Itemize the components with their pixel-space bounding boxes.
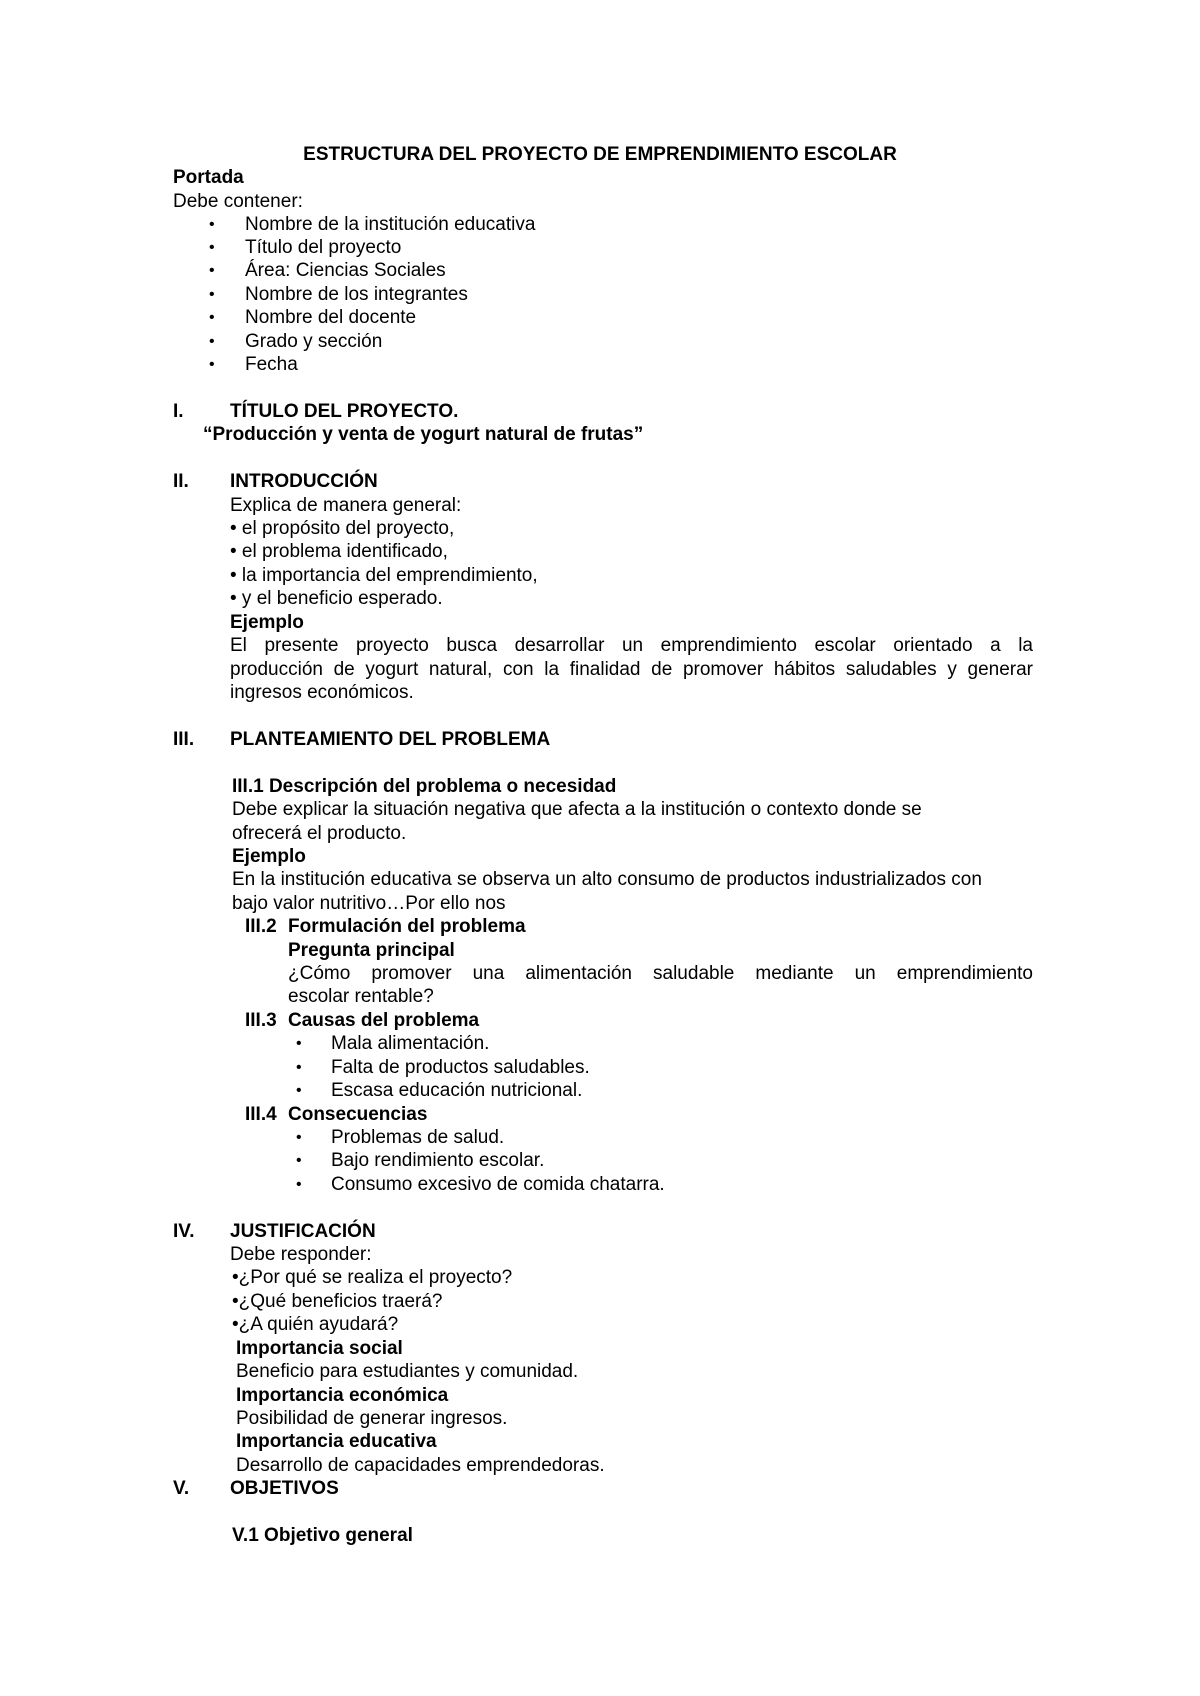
portada-heading: Portada (173, 167, 244, 188)
list-item: •¿Por qué se realiza el proyecto? (232, 1267, 513, 1288)
bullet-icon: • (209, 262, 215, 279)
bullet-icon: • (296, 1059, 302, 1076)
list-item: Nombre de los integrantes (245, 284, 468, 305)
bullet-icon: • (296, 1152, 302, 1169)
question-label: Pregunta principal (288, 940, 455, 961)
portada-intro: Debe contener: (173, 191, 303, 212)
bullet-icon: • (296, 1176, 302, 1193)
list-item: Mala alimentación. (331, 1033, 490, 1054)
list-item: Grado y sección (245, 331, 383, 352)
section-number: I. (173, 401, 184, 422)
example-label: Ejemplo (230, 612, 304, 633)
bullet-icon: • (209, 216, 215, 233)
subsection-heading: III.1 Descripción del problema o necesidad (232, 776, 617, 797)
section-number: V. (173, 1478, 190, 1499)
section-number: IV. (173, 1221, 195, 1242)
bullet-icon: • (209, 309, 215, 326)
importance-text: Desarrollo de capacidades emprendedoras. (236, 1455, 605, 1476)
list-item: Título del proyecto (245, 237, 402, 258)
section-heading-introduccion: INTRODUCCIÓN (230, 471, 378, 492)
list-item: Fecha (245, 354, 298, 375)
bullet-icon: • (296, 1082, 302, 1099)
subsection-number: III.2 (245, 916, 277, 937)
example-text-line: producción de yogurt natural, con la finalidad de promover hábitos saludables y generar (230, 659, 1033, 680)
section-heading-objetivos: OBJETIVOS (230, 1478, 339, 1499)
bullet-icon: • (209, 239, 215, 256)
list-item: Bajo rendimiento escolar. (331, 1150, 545, 1171)
subsection-number: III.4 (245, 1104, 277, 1125)
section-heading-planteamiento: PLANTEAMIENTO DEL PROBLEMA (230, 729, 551, 750)
justificacion-intro: Debe responder: (230, 1244, 372, 1265)
subsection-heading: Formulación del problema (288, 916, 526, 937)
list-item: •¿Qué beneficios traerá? (232, 1291, 443, 1312)
list-item: • el propósito del proyecto, (230, 518, 455, 539)
list-item: Nombre de la institución educativa (245, 214, 536, 235)
section-number: III. (173, 729, 195, 750)
document-title: ESTRUCTURA DEL PROYECTO DE EMPRENDIMIENTO ESCOLAR (303, 144, 897, 165)
section-number: II. (173, 471, 189, 492)
subsection-heading: Consecuencias (288, 1104, 428, 1125)
example-label: Ejemplo (232, 846, 306, 867)
importance-label: Importancia social (236, 1338, 403, 1359)
subsection-heading: Causas del problema (288, 1010, 480, 1031)
list-item: Consumo excesivo de comida chatarra. (331, 1174, 665, 1195)
importance-text: Posibilidad de generar ingresos. (236, 1408, 508, 1429)
list-item: •¿A quién ayudará? (232, 1314, 399, 1335)
importance-text: Beneficio para estudiantes y comunidad. (236, 1361, 579, 1382)
example-text-line: El presente proyecto busca desarrollar un emprendimiento escolar orientado a la (230, 635, 1033, 656)
importance-label: Importancia educativa (236, 1431, 437, 1452)
list-item: • el problema identificado, (230, 541, 448, 562)
question-text-line: ¿Cómo promover una alimentación saludable mediante un emprendimiento (288, 963, 1033, 984)
paragraph-line: ofrecerá el producto. (232, 823, 407, 844)
bullet-icon: • (209, 286, 215, 303)
bullet-icon: • (209, 333, 215, 350)
subsection-number: III.3 (245, 1010, 277, 1031)
list-item: Escasa educación nutricional. (331, 1080, 583, 1101)
bullet-icon: • (296, 1035, 302, 1052)
list-item: Falta de productos saludables. (331, 1057, 590, 1078)
section-heading-justificacion: JUSTIFICACIÓN (230, 1221, 376, 1242)
list-item: • la importancia del emprendimiento, (230, 565, 538, 586)
example-text-line: bajo valor nutritivo…Por ello nos (232, 893, 506, 914)
bullet-icon: • (209, 356, 215, 373)
example-text-line: ingresos económicos. (230, 682, 414, 703)
list-item: Área: Ciencias Sociales (245, 260, 446, 281)
subsection-heading: V.1 Objetivo general (232, 1525, 413, 1546)
list-item: • y el beneficio esperado. (230, 588, 443, 609)
importance-label: Importancia económica (236, 1385, 449, 1406)
list-item: Nombre del docente (245, 307, 417, 328)
introduccion-intro: Explica de manera general: (230, 495, 462, 516)
example-text-line: En la institución educativa se observa un alto consumo de productos industrializados con (232, 869, 982, 890)
question-text-line: escolar rentable? (288, 986, 434, 1007)
paragraph-line: Debe explicar la situación negativa que afecta a la institución o contexto donde se (232, 799, 922, 820)
section-heading-titulo: TÍTULO DEL PROYECTO. (230, 401, 459, 422)
project-title: “Producción y venta de yogurt natural de frutas” (203, 424, 644, 445)
bullet-icon: • (296, 1129, 302, 1146)
list-item: Problemas de salud. (331, 1127, 505, 1148)
